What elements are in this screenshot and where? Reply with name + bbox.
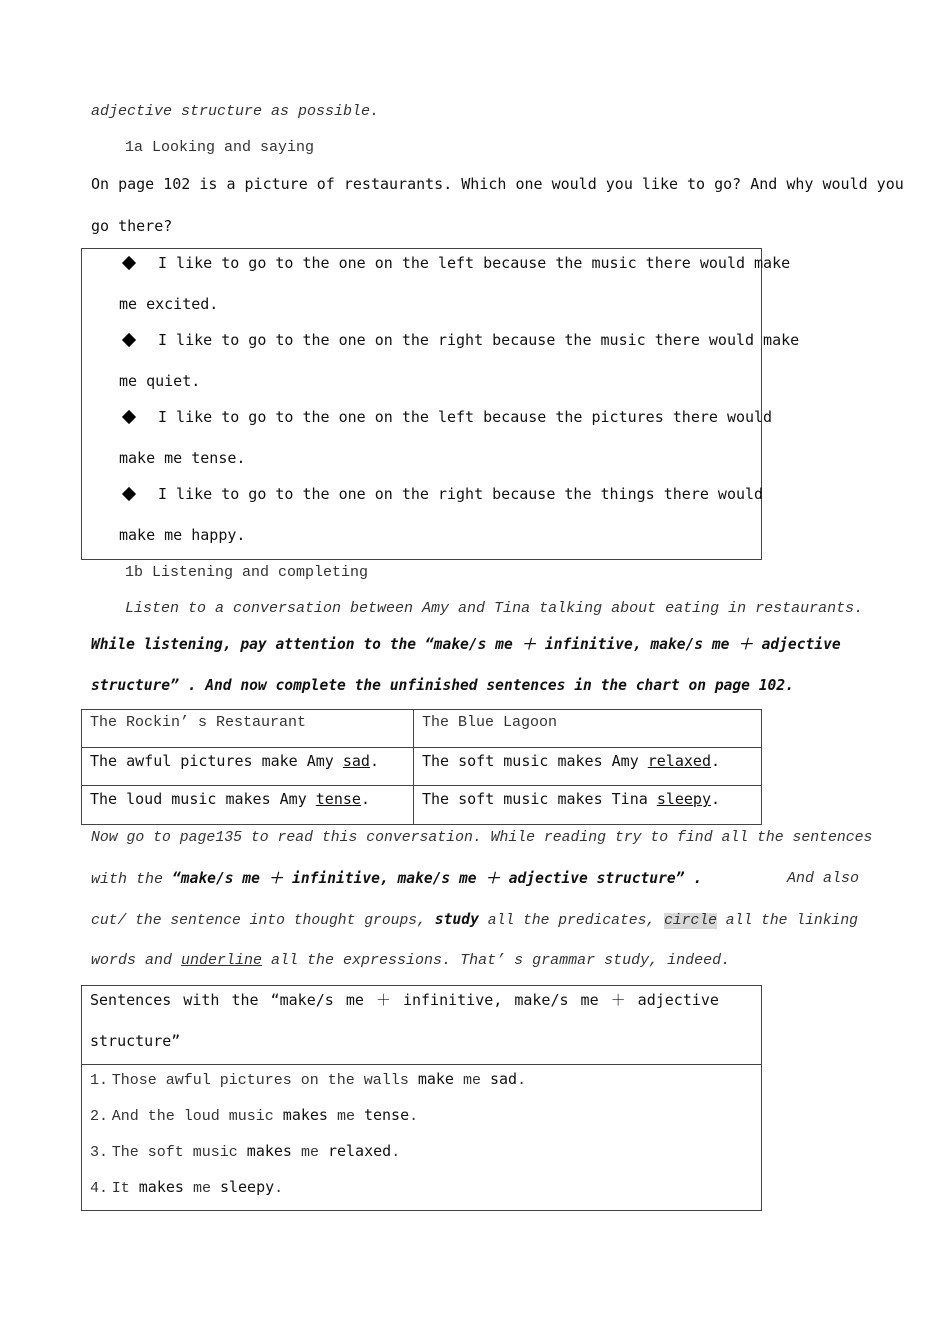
sentence-verb: makes (246, 1142, 292, 1160)
sentence-period: . (409, 1108, 419, 1125)
sentence-text: It (111, 1180, 139, 1197)
chart-cell (414, 748, 762, 786)
sentence-text: me (291, 1144, 328, 1161)
cell-answer: sleepy (656, 790, 711, 808)
reading-text: all the expressions. That’ s grammar study, indeed. (262, 952, 731, 969)
reading-text: And also (786, 870, 859, 887)
reading-line-1: Now go to page135 to read this conversation. While reading try to find all the sentences (91, 830, 873, 846)
chart-header-row (82, 710, 762, 748)
cell-answer: relaxed (647, 752, 711, 770)
sentence-text: The soft music (111, 1144, 247, 1161)
sentence-adjective: sad (489, 1070, 518, 1088)
sentence-text: me (327, 1108, 364, 1125)
cell-period: . (711, 790, 721, 808)
reading-text: all the predicates, (478, 913, 665, 929)
intro-line: adjective structure as possible. (91, 103, 380, 120)
reading-text: words and (91, 952, 182, 969)
sentences-header-line-2: structure” (90, 1032, 181, 1050)
cell-text: The awful pictures make Amy (90, 752, 343, 770)
sentence-number: 1. (90, 1072, 109, 1089)
answer-2-line-1: I like to go to the one on the right because the music there would make (158, 331, 800, 349)
section-1b-bold-line-1: While listening, pay attention to the “make/s me ＋ infinitive, make/s me ＋ adjective (91, 636, 841, 653)
sentence-adjective: relaxed (327, 1142, 392, 1160)
reading-line-4 (91, 951, 730, 971)
section-1b-bold-line-2: structure” . And now complete the unfinished sentences in the chart on page 102. (91, 677, 794, 694)
answer-4-line-1: I like to go to the one on the right because the things there would (158, 485, 764, 503)
sentence-number: 3. (90, 1144, 109, 1161)
cell-period: . (369, 752, 379, 770)
reading-underline: underline (181, 952, 263, 969)
bullet-diamond-icon (122, 410, 136, 424)
sentence-period: . (517, 1072, 527, 1089)
cell-period: . (360, 790, 370, 808)
answers-box (81, 248, 800, 560)
question-text-1: On page 102 is a picture of restaurants. Which one would you like to go? And why would you (91, 175, 904, 193)
answer-1-line-1: I like to go to the one on the left because the music there would make (158, 254, 791, 272)
cell-answer: sad (342, 752, 370, 770)
question-line-2: go there? (91, 217, 173, 235)
sentence-adjective: sleepy (219, 1178, 275, 1196)
bullet-diamond-icon (122, 333, 136, 347)
chart-cell (414, 786, 762, 825)
answer-3-line-2: make me tense. (119, 449, 246, 467)
sentences-divider (82, 1064, 761, 1065)
sentence-period: . (274, 1180, 284, 1197)
cell-text: The soft music makes Tina (422, 790, 657, 808)
chart-cell (82, 748, 414, 786)
reading-text: cut/ the sentence into thought groups, (91, 913, 435, 929)
answer-3-line-1: I like to go to the one on the left because the pictures there would (158, 408, 773, 426)
cell-answer: tense (315, 790, 361, 808)
chart-row (82, 748, 762, 786)
reading-line-3 (91, 910, 858, 931)
bullet-diamond-icon (122, 256, 136, 270)
sentence-text: me (183, 1180, 220, 1197)
sentence-verb: make (417, 1070, 454, 1088)
reading-line-2 (91, 869, 859, 890)
sentence-text: And the loud music (111, 1108, 283, 1125)
answer-4-line-2: make me happy. (119, 526, 246, 544)
answer-2-line-2: me quiet. (119, 372, 201, 390)
question-line-1 (91, 174, 904, 194)
sentence-period: . (391, 1144, 401, 1161)
section-1b-instruction: Listen to a conversation between Amy and Tina talking about eating in restaurants. (125, 600, 864, 617)
sentence-item (90, 1069, 526, 1091)
reading-study: study (434, 911, 479, 928)
reading-text: all the linking (716, 913, 858, 929)
section-1b-heading: 1b Listening and completing (125, 564, 369, 581)
answer-1-line-2: me excited. (119, 295, 219, 313)
reading-structure: “make/s me ＋ infinitive, make/s me ＋ adjective structure” . (172, 870, 703, 887)
sentence-adjective: tense (363, 1106, 410, 1124)
sentence-text: me (453, 1072, 490, 1089)
cell-text: The loud music makes Amy (90, 790, 316, 808)
sentence-number: 4. (90, 1180, 109, 1197)
sentences-header-line-1: Sentences with the “make/s me ＋ infinitive, make/s me ＋ adjective (90, 991, 719, 1009)
chart-cell (82, 786, 414, 825)
sentence-verb: makes (282, 1106, 328, 1124)
chart-header-blue-lagoon: The Blue Lagoon (414, 710, 762, 748)
sentence-item (90, 1105, 418, 1127)
sentence-item (90, 1177, 283, 1199)
cell-text: The soft music makes Amy (422, 752, 648, 770)
sentence-verb: makes (138, 1178, 184, 1196)
section-1a-heading: 1a Looking and saying (125, 139, 315, 156)
reading-text: with the (91, 871, 173, 888)
reading-circle: circle (664, 913, 717, 929)
chart-row (82, 786, 762, 825)
bullet-diamond-icon (122, 487, 136, 501)
sentence-number: 2. (90, 1108, 109, 1125)
chart-header-rockin: The Rockin’ s Restaurant (82, 710, 414, 748)
sentence-text: Those awful pictures on the walls (111, 1072, 418, 1089)
restaurant-chart (81, 709, 762, 825)
cell-period: . (711, 752, 721, 770)
sentence-item (90, 1141, 400, 1163)
sentences-box (81, 985, 762, 1211)
